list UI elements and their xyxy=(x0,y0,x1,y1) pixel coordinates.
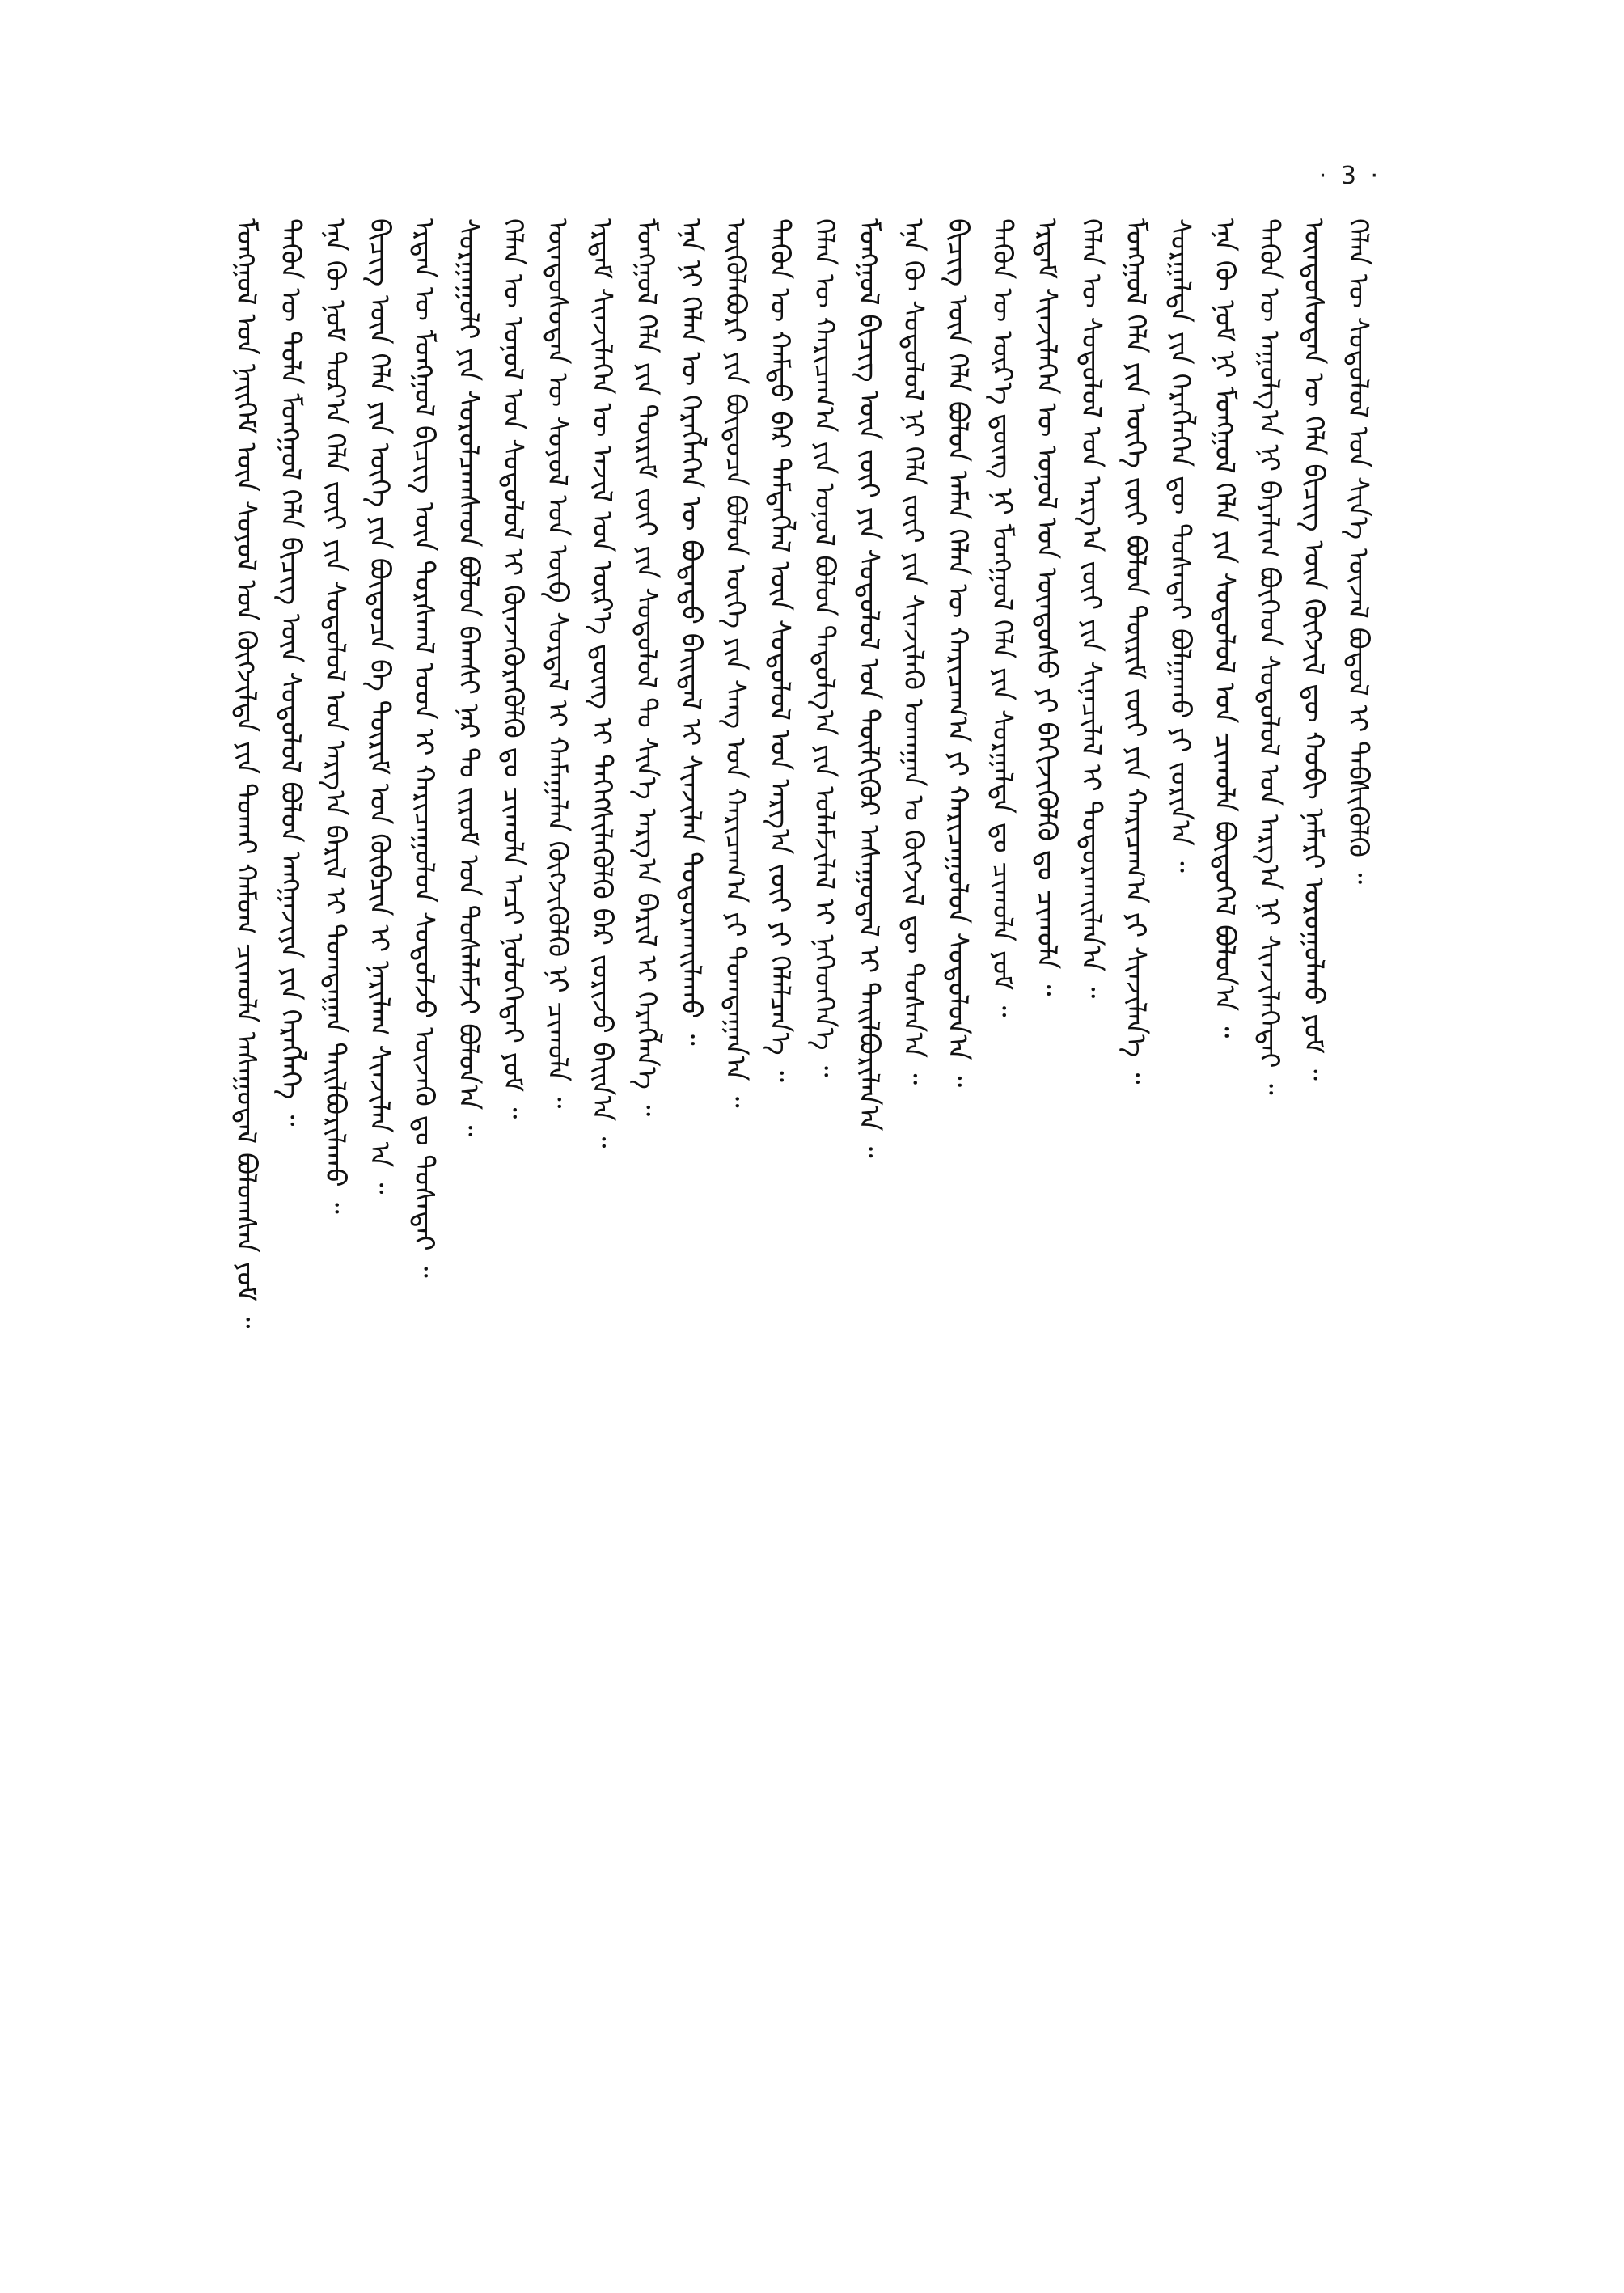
text-column: ᠮᠣᠩᠭᠣᠯ ᠬᠡᠯᠡ ᠶᠢᠨ ᠳᠦᠷᠢᠮ ᠵᠦᠢ ᠶᠢᠨ ᠰᠤᠳᠤᠯᠤᠯ ᠲᠤ ᠰᠢᠨ᠎ᠡ ᠠᠷᠭ᠎ᠠ ᠪᠠᠷᠢᠯ ᠢ ᠬᠡᠷᠡᠭᠯᠡᠨ᠎ᠡ ᠃ xyxy=(630,218,662,1117)
text-column: ᠲᠡᠭᠦᠨ ᠦ ᠲᠤᠯᠠ ᠮᠣᠩᠭᠣᠯ ᠬᠡᠯᠡ ᠪᠢᠴᠢᠭ ᠦᠨ ᠰᠤᠳᠤᠯᠤᠯ ᠪᠣᠯᠤᠨ ᠠᠩᠭ᠋ᠠᠵᠢᠶᠠ ᠶᠢᠨ ᠬᠡᠷᠡᠭᠯᠡᠭᠡ ᠃ xyxy=(274,218,307,1127)
text-column: ᠮᠣᠩᠭᠣᠯ ᠪᠢᠴᠢᠭ ᠦᠨ ᠵᠦᠢ ᠶᠢᠨ ᠰᠤᠳᠤᠯᠤᠯ ᠤᠨ ᠲᠦᠯᠬᠢᠭᠦᠷ ᠠᠰᠠᠭᠤᠳᠠᠯ ᠢ ᠲᠠᠢᠯᠪᠤᠷᠢᠯᠠᠨ᠎ᠠ ᠃ xyxy=(852,218,885,1158)
text-column: ᠡᠨᠡ ᠬᠦ ᠨᠣᠮ ᠨᠢ ᠮᠣᠩᠭᠣᠯ ᠬᠡᠯᠡ ᠶᠢᠨ ᠰᠤᠳᠤᠯᠤᠯ ᠤᠨ ᠴᠢᠬᠤᠯᠠ ᠪᠦᠲᠦᠭᠡᠯ ᠪᠣᠯᠤᠨ᠎ᠠ ᠃ xyxy=(1208,218,1241,1039)
text-column: ᠡᠷᠲᠡᠨ ᠦ ᠮᠣᠩᠭᠣᠯ ᠪᠢᠴᠢᠭ ᠦᠨ ᠳᠤᠷᠰᠭᠠᠯ ᠤᠳ ᠢ ᠬᠠᠷᠢᠴᠠᠭᠤᠯᠤᠨ ᠰᠤᠳᠤᠯᠵᠤ ᠦᠵᠡᠬᠦ ᠳᠤ ᠲᠤᠰᠠᠲᠠᠢ ᠃ xyxy=(408,218,440,1278)
text-column: ᠬᠡᠯᠡᠨ ᠦ ᠰᠤᠳᠤᠯᠤᠯ ᠤᠨ ᠰᠢᠨ᠎ᠡ ᠦᠵᠡᠯ ᠪᠣᠳᠤᠯ ᠢ ᠳᠡᠪᠰᠢᠭᠦᠯᠬᠦ ᠃ xyxy=(1342,218,1374,885)
text-column: ᠲᠡᠭᠦᠨ ᠦ ᠠᠭᠤᠯᠭ᠎ᠠ ᠨᠢ ᠪᠠᠶᠠᠯᠢᠭ ᠪᠥᠭᠡᠳ ᠰᠤᠳᠤᠯᠤᠯ ᠤᠨ ᠠᠷᠭ᠎ᠠ ᠨᠢ ᠰᠢᠨᠵᠢᠯᠡᠭᠡᠲᠡᠢ ᠃ xyxy=(1253,218,1285,1095)
text-column: ᠪᠢᠴᠢᠭ ᠦᠨ ᠬᠡᠯᠡ ᠶᠢᠨ ᠦᠬᠡ ᠶᠢᠨ ᠪᠦᠲᠦᠴᠡ ᠪᠠ ᠳᠦᠷᠢᠮ ᠤᠨ ᠬᠥᠪᠴᠢᠨ ᠢ ᠨᠠᠷᠢᠯᠠᠭ ᠰᠢᠨᠵᠢᠯᠡᠨ ᠠ ᠃ xyxy=(363,218,395,1195)
text-column: ᠡᠨᠡ ᠬᠦ ᠰᠤᠳᠤᠯᠤᠯ ᠨᠢ ᠬᠡᠯᠡ ᠵᠦᠢ ᠶᠢᠨ ᠰᠢᠨᠵᠢᠯᠡᠬᠦ ᠤᠬᠠᠭᠠᠨ ᠤ ᠬᠥᠭᠵᠢᠯ ᠳᠦ ᠲᠤᠰᠠᠨ᠎ᠠ ᠃ xyxy=(897,218,929,1085)
text-column: ᠦᠨᠳᠦᠰᠦᠲᠡᠨ ᠦ ᠬᠡᠯᠡ ᠪᠢᠴᠢᠭ ᠦᠨ ᠬᠥᠭᠵᠢᠯ ᠳᠦ ᠬᠤᠪᠢ ᠨᠡᠮᠡᠷᠢ ᠣᠷᠣᠭᠤᠯᠬᠤ ᠶᠤᠮ ᠃ xyxy=(1297,218,1330,1081)
text-column: ᠮᠣᠩᠭᠣᠯ ᠬᠡᠯᠡ ᠶᠢᠨ ᠦᠭᠡ ᠵᠦᠢ ᠪᠣᠯᠤᠨ ᠳᠦᠷᠢᠮ ᠵᠦᠢ ᠶᠢᠨ ᠬᠠᠷᠢᠴᠠᠭ᠎ᠠ ᠶᠢ ᠰᠢᠨᠵᠢᠯᠡᠨ᠎ᠡ ᠃ xyxy=(1119,218,1152,1085)
text-column: ᠲᠡᠭᠦᠨ ᠦ ᠬᠠᠮᠲᠤ ᠪᠡᠷ ᠲᠡᠮᠳᠡᠭᠯᠡᠯ ᠦᠨ ᠰᠤᠳᠤᠯᠤᠯ ᠤᠨ ᠠᠷᠭ᠎ᠠ ᠵᠦᠢ ᠶᠢ ᠬᠡᠯᠡᠯᠴᠡᠨ᠎ᠡ ᠃ xyxy=(763,218,796,1082)
text-column: ᠮᠣᠩᠭᠣᠯ ᠤᠨ ᠨᠡᠢᠭᠡᠮ ᠦᠨ ᠰᠤᠶᠤᠯ ᠤᠨ ᠬᠥᠭᠵᠢᠯᠲᠡ ᠶᠢᠨ ᠲᠤᠬᠠᠢ ᠬᠠᠮᠤᠭ ᠴᠢᠬᠤᠯᠠ ᠠᠰᠠᠭᠤᠳᠠᠯ ᠪᠣᠯᠤᠭᠰᠠᠨ ᠶᠤᠮ ᠃ xyxy=(230,218,262,1329)
text-column: ᠦᠨᠳᠦᠰᠦᠲᠡᠨ ᠦ ᠰᠣᠶᠣᠯ ᠤᠨ ᠦᠪ ᠰᠤᠷᠲᠠᠯ ᠢ ᠬᠠᠮᠠᠭᠠᠯᠠᠨ ᠬᠥᠭᠵᠢᠭᠦᠯᠬᠦ ᠨᠢ ᠴᠢᠬᠤᠯᠠ ᠃ xyxy=(541,218,573,1109)
page-number: · 3 · xyxy=(1318,162,1381,190)
text-column: ᠲᠡᠭᠦᠨ ᠦ ᠦᠷ᠎ᠡ ᠳ᠋ᠦᠩ ᠨᠢ ᠮᠣᠩᠭᠣᠯ ᠬᠡᠯᠡ ᠶᠢᠨ ᠰᠤᠷᠭᠠᠯᠲᠠ ᠳᠤ ᠴᠢᠬᠤᠯᠠ ᠶᠤᠮ ᠃ xyxy=(986,218,1018,1017)
text-column: ᠰᠤᠷᠭᠠᠯᠲᠠ ᠶᠢᠨ ᠬᠡᠷᠡᠭᠯᠡᠭᠡᠨ ᠳᠦ ᠲᠤᠰᠠᠲᠠᠢ ᠪᠣᠯᠭᠠᠬᠤ ᠶᠢ ᠵᠣᠷᠢᠨ᠎ᠠ ᠃ xyxy=(1164,218,1196,873)
text-column: ᠡᠷᠳᠡᠮ ᠰᠢᠨᠵᠢᠯᠡᠭᠡᠨ ᠦ ᠠᠵᠢᠯ ᠤᠨ ᠦᠷ᠎ᠡ ᠳ᠋ᠦᠩ ᠢ ᠳᠡᠭᠡᠭᠰᠢᠯᠡᠭᠦᠯᠬᠦ ᠪᠠᠷ ᠵᠣᠷᠢᠵᠤ ᠪᠠᠢᠨ᠎ᠠ ᠃ xyxy=(586,218,618,1149)
body-text xyxy=(226,218,1391,2095)
text-column: ᠡᠨᠡ ᠬᠦ ᠨᠤᠮ ᠳᠣᠷ᠎ᠠ ᠬᠡᠯᠡ ᠵᠦᠢ ᠶᠢᠨ ᠰᠤᠳᠤᠯᠤᠯ ᠤᠨ ᠠᠷᠭ᠎ᠠ ᠪᠠᠷᠢᠯ ᠢ ᠲᠣᠭᠲᠠᠭᠠᠨ ᠲᠠᠢᠯᠪᠤᠷᠢᠯᠠᠬᠤ ᠃ xyxy=(319,218,351,1214)
text-column: ᠰᠤᠷᠭᠠᠭᠤᠯᠢ ᠶᠢᠨ ᠰᠤᠷᠤᠯᠴᠠᠭᠰᠠᠳ ᠪᠣᠯᠤᠨ ᠪᠠᠭᠰᠢ ᠨᠠᠷ ᠲᠤ ᠵᠢᠷᠤᠮ ᠤᠨ ᠲᠤᠰᠠᠯᠠᠮᠵᠢ ᠪᠣᠯᠤᠨ᠎ᠠ ᠃ xyxy=(452,218,484,1137)
text-column: ᠬᠡᠯᠡᠨ ᠦ ᠣᠨᠣᠯ ᠤᠨ ᠰᠤᠳᠤᠯᠤᠯ ᠢ ᠭᠦᠨᠵᠡᠭᠦᠷᠡᠭᠦᠯᠬᠦ ᠳᠤ ᠴᠢᠬᠤᠯᠠ ᠠᠴᠢ ᠨᠣᠯᠥᠭᠡᠲᠡᠢ ᠶᠤᠮ ᠃ xyxy=(497,218,529,1119)
text-column: ᠡᠷᠳᠡᠮ ᠰᠢᠨᠵᠢᠯᠡᠭᠡᠨ ᠦ ᠣᠨᠣᠯ ᠤᠨ ᠦᠨᠳᠦᠰᠦ ᠶᠢ ᠪᠡᠬᠢᠵᠢᠭᠦᠯᠬᠦ ᠳᠤ ᠴᠢᠬᠤᠯᠠ ᠃ xyxy=(1030,218,1063,996)
text-column: ᠡᠨᠡ ᠨᠢ ᠬᠡᠯᠡᠨ ᠦ ᠬᠡᠷᠡᠭᠯᠡᠭᠡᠨ ᠦ ᠪᠣᠳᠠᠲᠤ ᠪᠠᠢᠳᠠᠯ ᠢ ᠰᠢᠨᠵᠢᠯᠡᠨ ᠲᠣᠳᠣᠷᠬᠠᠢᠯᠠᠬᠤ ᠃ xyxy=(675,218,707,1046)
text-column: ᠪᠢᠴᠢᠭ ᠦᠨ ᠬᠡᠯᠡ ᠪᠣᠯᠤᠨ ᠠᠮᠠᠨ ᠬᠡᠯᠡᠨ ᠦ ᠬᠠᠷᠢᠴᠠᠭ᠎ᠠ ᠶᠢ ᠬᠠᠷᠢᠴᠠᠭᠤᠯᠤᠨ ᠰᠤᠳᠤᠯᠤᠨ᠎ᠠ ᠃ xyxy=(941,218,974,1088)
text-column: ᠦᠭᠦᠯᠡᠪᠦᠷᠢ ᠶᠢᠨ ᠪᠦᠲᠦᠴᠡ ᠪᠣᠯᠤᠨ ᠦᠭᠡ ᠶᠢᠨ ᠰᠠᠩ ᠤᠨ ᠬᠠᠷᠢᠴᠠᠭ᠎ᠠ ᠶᠢ ᠲᠣᠭᠲᠠᠭᠠᠨ᠎ᠠ ᠃ xyxy=(719,218,751,1108)
text-column: ᠬᠡᠯᠡᠨ ᠦ ᠬᠠᠷᠢᠴᠠᠭ᠎ᠠ ᠶᠢᠨ ᠣᠨᠣᠯ ᠪᠣᠯᠤᠨ ᠳᠠᠳᠤᠯᠭ᠎ᠠ ᠶᠢᠨ ᠤᠯᠠᠮᠵᠢᠯᠠᠯ ᠢ ᠨᠡᠭᠡᠳᠬᠡᠨ᠎ᠡ ᠃ xyxy=(808,218,840,1077)
text-column: ᠬᠡᠯᠡᠨ ᠦ ᠰᠤᠳᠤᠯᠤᠯ ᠤᠨ ᠠᠷᠭ᠎ᠠ ᠵᠦᠢ ᠶᠢᠨ ᠰᠢᠨᠡᠴᠢᠯᠡᠯ ᠢ ᠲᠣᠳᠣᠷᠬᠠᠢᠯᠠᠨ᠎ᠠ ᠃ xyxy=(1075,218,1107,999)
